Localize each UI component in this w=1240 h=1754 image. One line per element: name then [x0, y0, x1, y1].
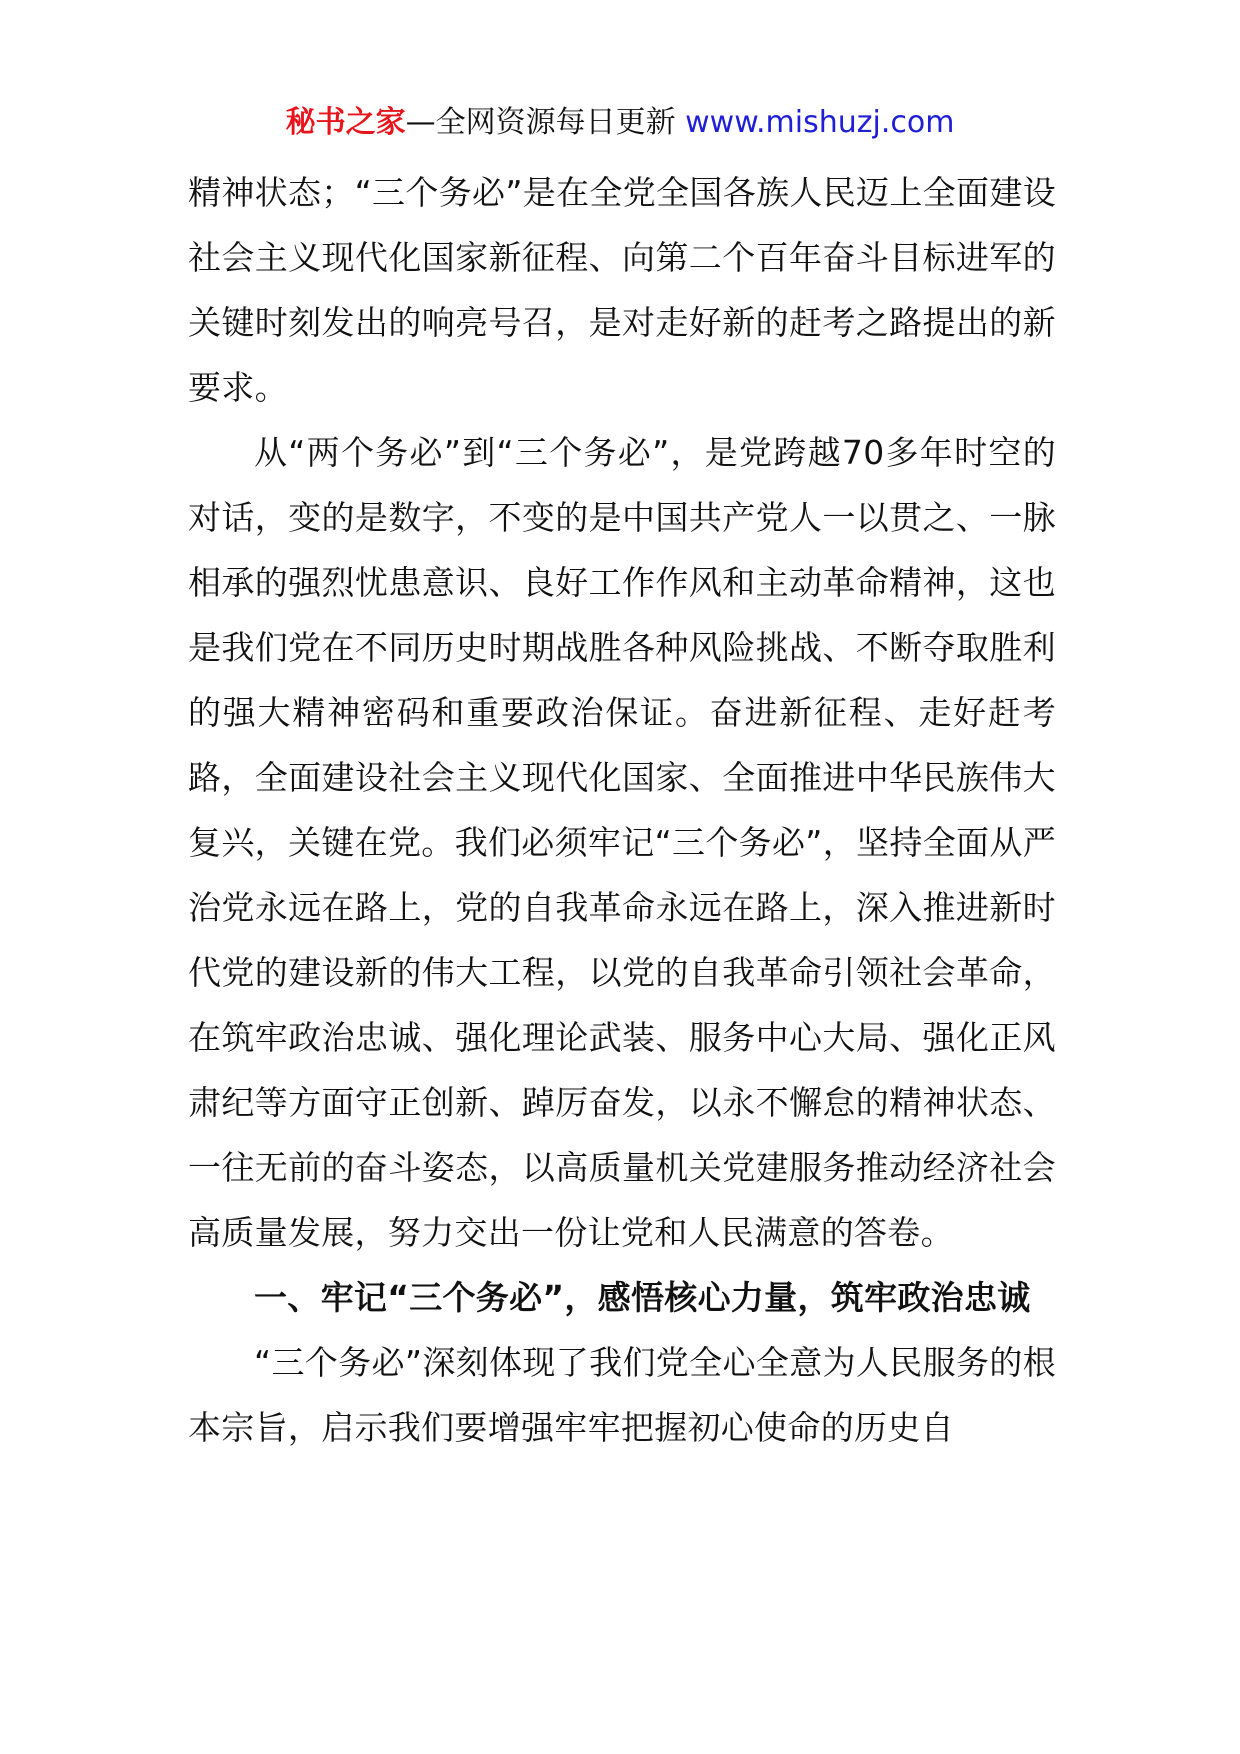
- header-tagline: —全网资源每日更新: [405, 105, 686, 140]
- section-heading: 一、牢记“三个务必”，感悟核心力量，筑牢政治忠诚: [254, 1278, 1031, 1317]
- paragraph: 从“两个务必”到“三个务必”，是党跨越70多年时空的对话，变的是数字，不变的是中国共产党人一以贯之、一脉相承的强烈忧患意识、良好工作作风和主动革命精神，这也是我们党在不同历史时期战胜各种风险挑战、不断夺取胜利的强大精神密码和重要政治保证。奋进新征程、走好赶考路，全面建设社会主义现代化国家、全面推进中华民族伟大复兴，关键在党。我们必须牢记“三个务必”，坚持全面从严治党永远在路上，党的自我革命永远在路上，深入推进新时代党的建设新的伟大工程，以党的自我革命引领社会革命，在筑牢政治忠诚、强化理论武装、服务中心大局、强化正风肃纪等方面守正创新、踔厉奋发，以永不懈怠的精神状态、一往无前的奋斗姿态，以高质量机关党建服务推动经济社会高质量发展，努力交出一份让党和人民满意的答卷。: [188, 433, 1056, 1252]
- document-body: [188, 160, 1056, 1460]
- brand-name: 秘书之家: [285, 105, 406, 140]
- paragraph-continuation: 精神状态；“三个务必”是在全党全国各族人民迈上全面建设社会主义现代化国家新征程、向第二个百年奋斗目标进军的关键时刻发出的响亮号召，是对走好新的赶考之路提出的新要求。: [188, 173, 1056, 407]
- page-header: [0, 98, 1240, 148]
- site-link[interactable]: www.mishuzj.com: [685, 105, 955, 140]
- paragraph: “三个务必”深刻体现了我们党全心全意为人民服务的根本宗旨，启示我们要增强牢牢把握初心使命的历史自: [188, 1343, 1056, 1447]
